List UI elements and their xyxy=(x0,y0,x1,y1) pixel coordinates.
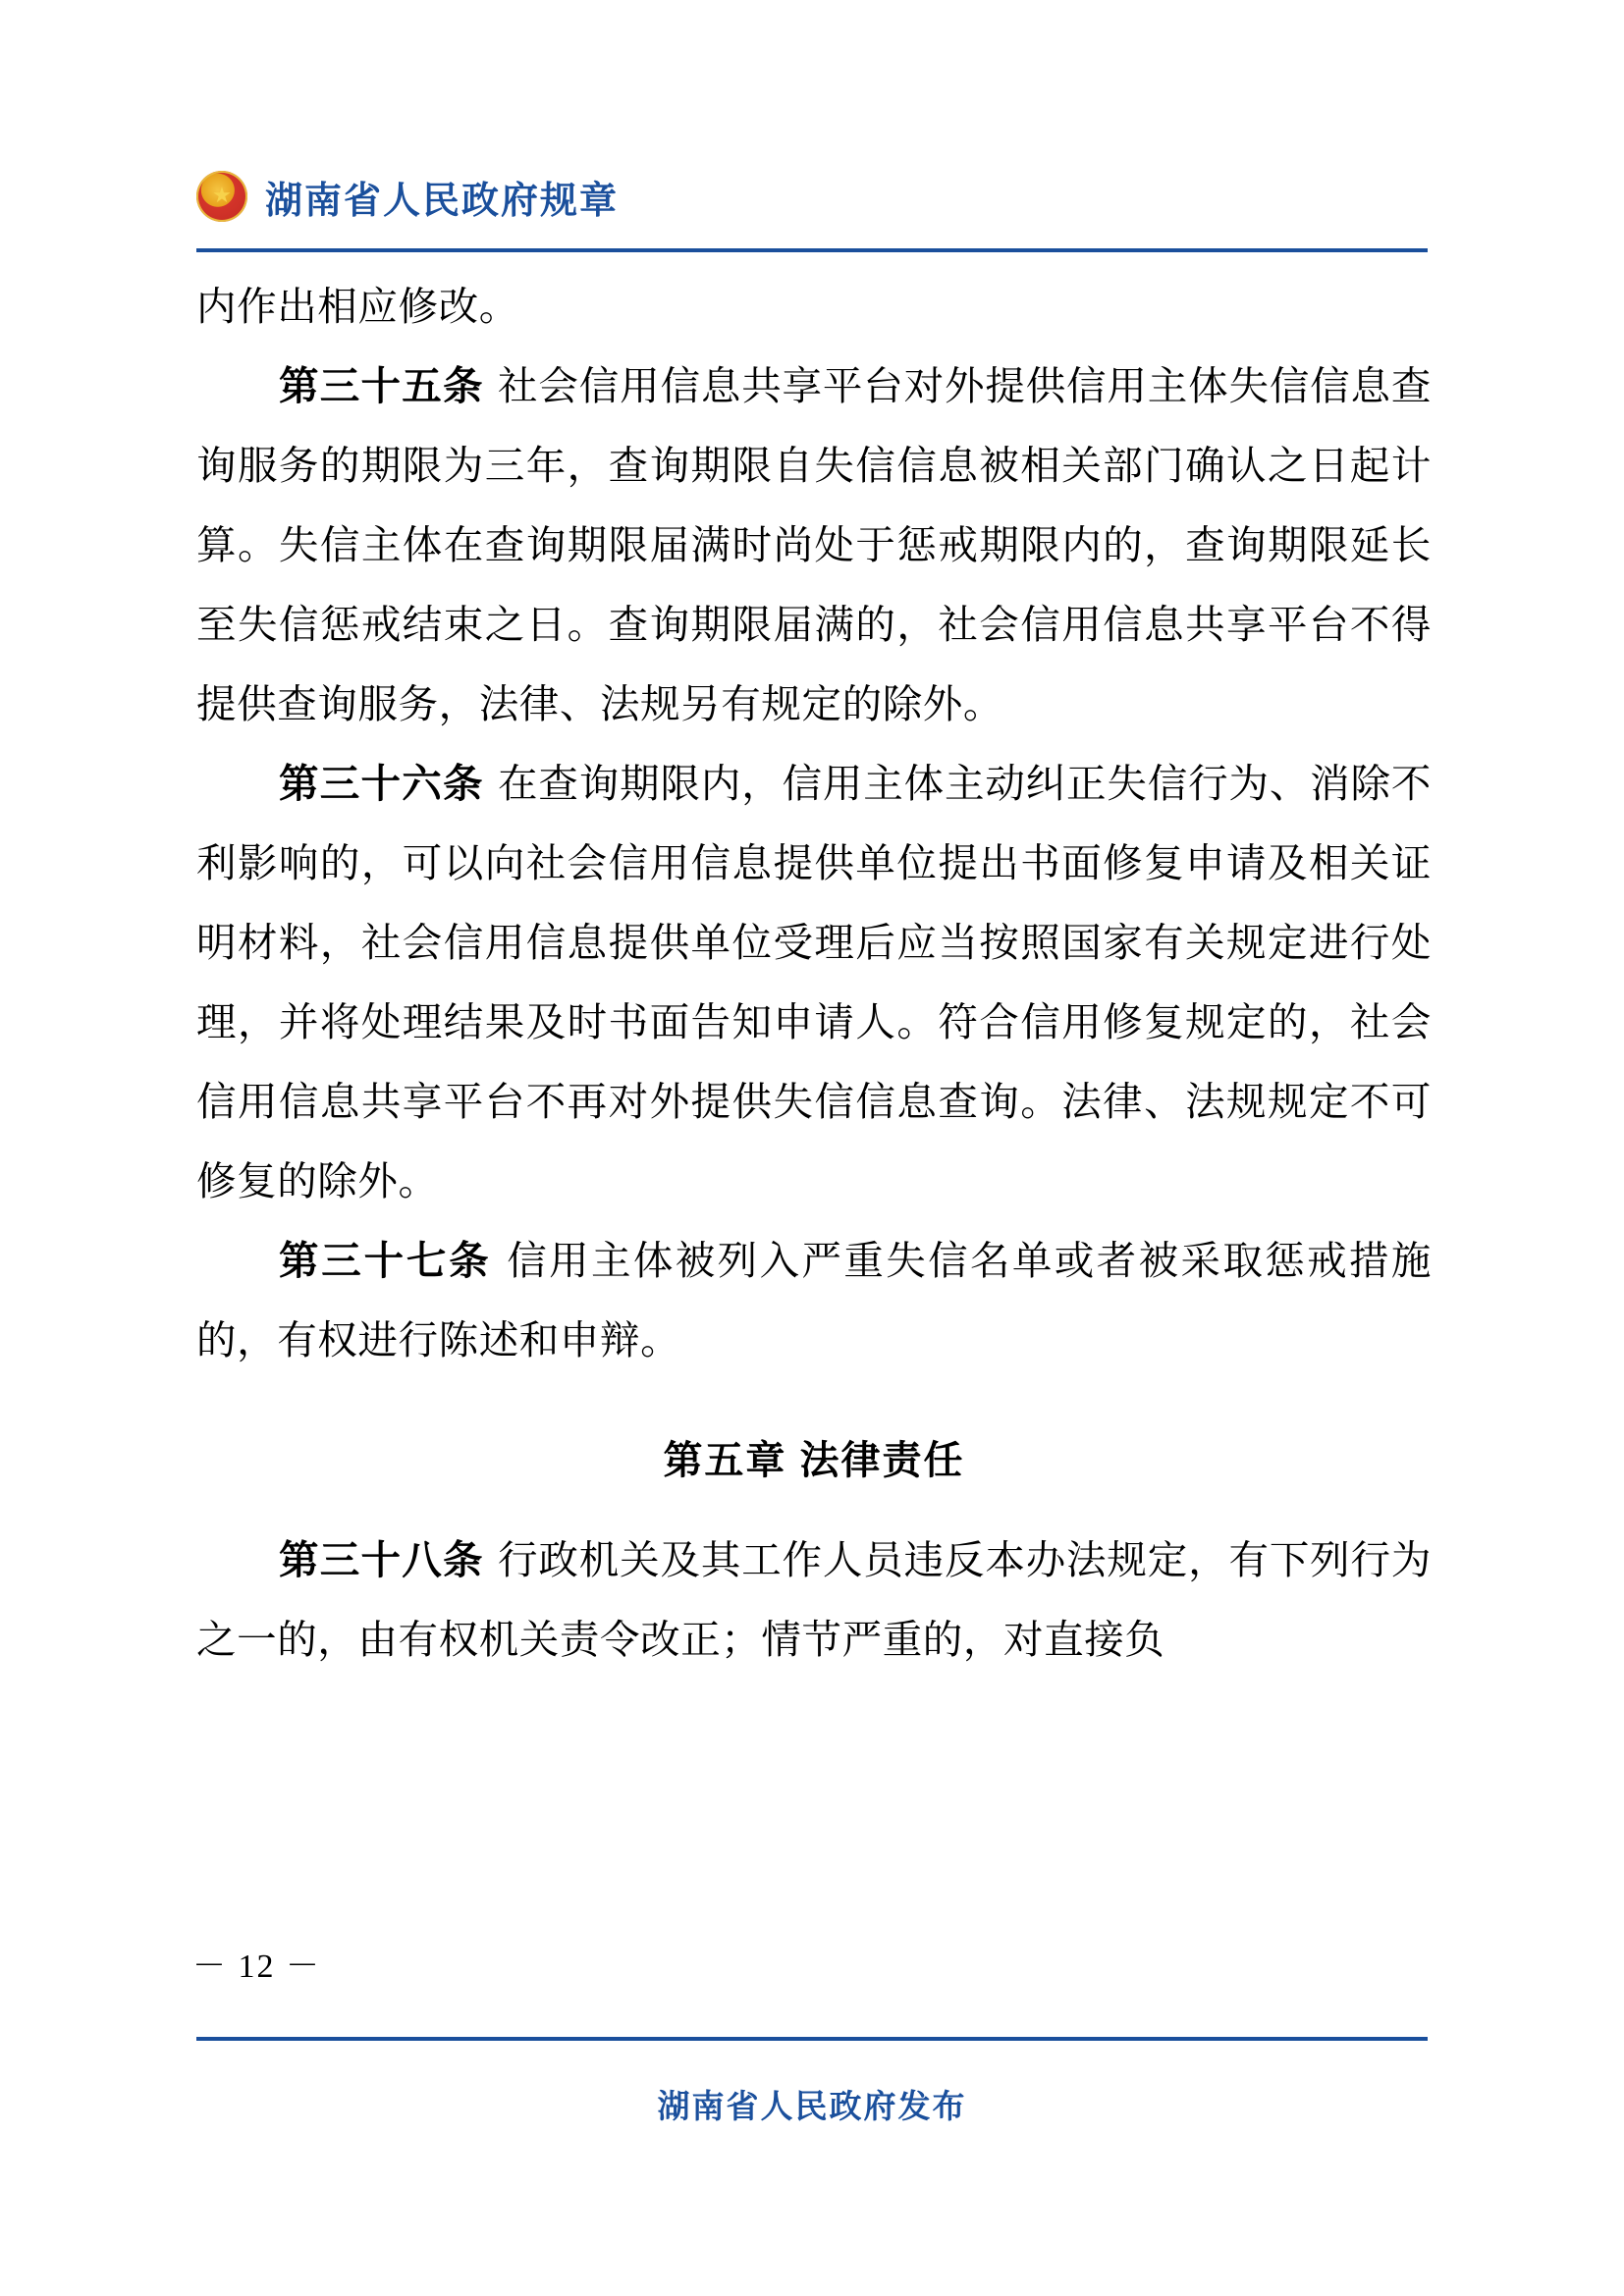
article-37 xyxy=(196,1221,1432,1380)
article-38 xyxy=(196,1521,1432,1680)
article-37-text: 信用主体被列入严重失信名单或者被采取惩戒措施的，有权进行陈述和申辩。 xyxy=(196,1239,1433,1362)
footer-divider xyxy=(196,2037,1428,2041)
page-header xyxy=(196,157,1428,236)
article-37-label: 第三十七条 xyxy=(279,1238,492,1283)
article-38-label: 第三十八条 xyxy=(279,1537,484,1582)
article-35-text: 社会信用信息共享平台对外提供信用主体失信信息查询服务的期限为三年，查询期限自失信信息被相关部门确认之日起计算。失信主体在查询期限届满时尚处于惩戒期限内的，查询期限延长至失信惩戒结束之日。查询期限届满的，社会信用信息共享平台不得提供查询服务，法律、法规另有规定的除外。 xyxy=(196,364,1432,726)
header-divider xyxy=(196,248,1428,252)
header-title: 湖南省人民政府规章 xyxy=(265,180,620,222)
national-emblem-icon xyxy=(196,171,247,222)
chapter-heading: 第五章 法律责任 xyxy=(663,1439,965,1482)
article-35-label: 第三十五条 xyxy=(279,363,484,408)
article-35 xyxy=(196,347,1432,744)
article-36-text: 在查询期限内，信用主体主动纠正失信行为、消除不利影响的，可以向社会信用信息提供单位提出书面修复申请及相关证明材料，社会信用信息提供单位受理后应当按照国家有关规定进行处理，并将处理结果及时书面告知申请人。符合信用修复规定的，社会信用信息共享平台不再对外提供失信信息查询。法律、法规规定不可修复的除外。 xyxy=(196,762,1432,1203)
article-38-text: 行政机关及其工作人员违反本办法规定，有下列行为之一的，由有权机关责令改正；情节严重的，对直接负 xyxy=(196,1538,1432,1662)
page-number: － 12 － xyxy=(192,1949,321,1985)
paragraph-continuation: 内作出相应修改。 xyxy=(196,285,519,329)
document-body xyxy=(196,267,1432,1680)
article-36-label: 第三十六条 xyxy=(279,761,484,806)
footer-publisher: 湖南省人民政府发布 xyxy=(657,2088,967,2124)
article-36 xyxy=(196,744,1432,1221)
